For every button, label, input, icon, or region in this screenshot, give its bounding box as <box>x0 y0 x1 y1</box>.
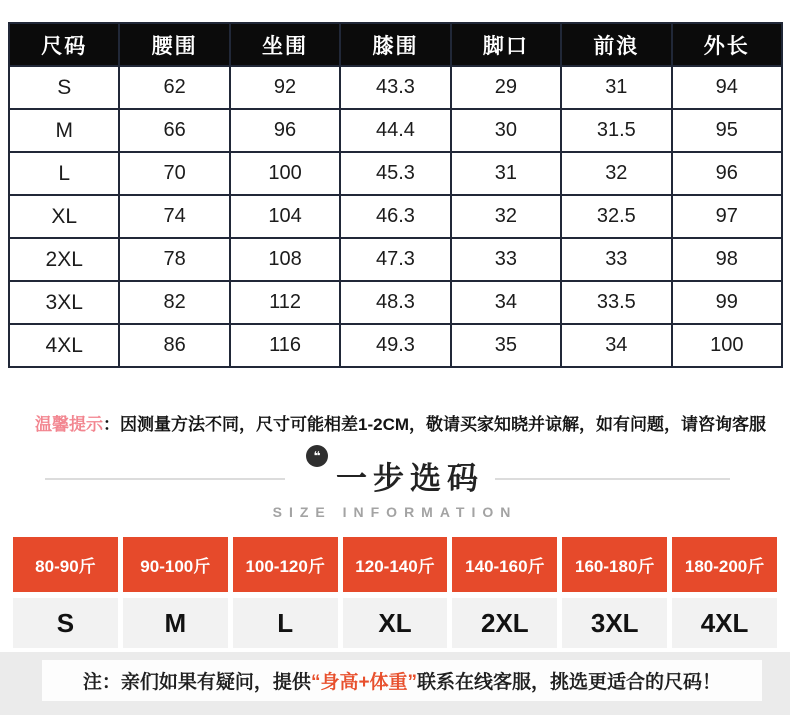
row-size-label: 3XL <box>9 281 119 324</box>
weight-range-row <box>13 537 777 592</box>
weight-size-selector <box>13 537 777 648</box>
section-subtitle: SIZE INFORMATION <box>272 504 518 520</box>
cell-knee: 43.3 <box>340 66 450 109</box>
weight-range-cell: 160-180斤 <box>562 537 667 592</box>
weight-range-cell: 80-90斤 <box>13 537 118 592</box>
quote-icon: ❝ <box>306 445 328 467</box>
cell-hip: 96 <box>230 109 340 152</box>
recommended-size-cell: 4XL <box>672 598 777 648</box>
row-size-label: XL <box>9 195 119 238</box>
recommended-size-cell: L <box>233 598 338 648</box>
table-row <box>9 66 782 109</box>
heading-divider-right <box>495 478 730 480</box>
cell-waist: 82 <box>119 281 229 324</box>
cell-leg-opening: 29 <box>451 66 561 109</box>
disclaimer-text: ：因测量方法不同，尺寸可能相差1-2CM，敬请买家知晓并谅解，如有问题，请咨询客服 <box>103 415 767 434</box>
cell-front-rise: 31.5 <box>561 109 671 152</box>
cell-outer-length: 96 <box>672 152 782 195</box>
cell-leg-opening: 34 <box>451 281 561 324</box>
cell-outer-length: 100 <box>672 324 782 367</box>
weight-range-cell: 180-200斤 <box>672 537 777 592</box>
cell-waist: 66 <box>119 109 229 152</box>
row-size-label: 4XL <box>9 324 119 367</box>
cell-hip: 104 <box>230 195 340 238</box>
column-header-front-rise: 前浪 <box>561 23 671 66</box>
disclaimer-label: 温馨提示 <box>35 415 103 434</box>
recommended-size-cell: 2XL <box>452 598 557 648</box>
column-header-knee: 膝围 <box>340 23 450 66</box>
row-size-label: S <box>9 66 119 109</box>
weight-range-cell: 90-100斤 <box>123 537 228 592</box>
cell-leg-opening: 30 <box>451 109 561 152</box>
note-suffix: 联系在线客服，挑选更适合的尺码！ <box>417 672 722 693</box>
section-title: 一步选码 <box>336 461 484 496</box>
table-row <box>9 281 782 324</box>
cell-waist: 86 <box>119 324 229 367</box>
cell-leg-opening: 35 <box>451 324 561 367</box>
weight-range-cell: 100-120斤 <box>233 537 338 592</box>
cell-front-rise: 33.5 <box>561 281 671 324</box>
heading-divider-left <box>45 478 285 480</box>
cell-knee: 44.4 <box>340 109 450 152</box>
cell-front-rise: 31 <box>561 66 671 109</box>
note-highlight: “身高+体重” <box>310 672 418 693</box>
cell-hip: 100 <box>230 152 340 195</box>
cell-hip: 116 <box>230 324 340 367</box>
table-row <box>9 324 782 367</box>
weight-range-cell: 120-140斤 <box>343 537 448 592</box>
cell-front-rise: 32.5 <box>561 195 671 238</box>
measurement-disclaimer <box>35 410 775 435</box>
cell-outer-length: 97 <box>672 195 782 238</box>
cell-waist: 74 <box>119 195 229 238</box>
cell-front-rise: 32 <box>561 152 671 195</box>
note-prefix: 注：亲们如果有疑问，提供 <box>82 672 311 693</box>
table-row <box>9 152 782 195</box>
recommended-size-row <box>13 598 777 648</box>
row-size-label: M <box>9 109 119 152</box>
column-header-leg-opening: 脚口 <box>451 23 561 66</box>
table-row <box>9 109 782 152</box>
column-header-outer-length: 外长 <box>672 23 782 66</box>
size-table-header-row <box>9 23 782 66</box>
table-row <box>9 195 782 238</box>
cell-knee: 45.3 <box>340 152 450 195</box>
cell-front-rise: 34 <box>561 324 671 367</box>
cell-knee: 48.3 <box>340 281 450 324</box>
cell-knee: 47.3 <box>340 238 450 281</box>
bottom-note-band <box>0 652 790 715</box>
recommended-size-cell: S <box>13 598 118 648</box>
cell-outer-length: 98 <box>672 238 782 281</box>
weight-range-cell: 140-160斤 <box>452 537 557 592</box>
table-row <box>9 238 782 281</box>
recommended-size-cell: XL <box>343 598 448 648</box>
column-header-waist: 腰围 <box>119 23 229 66</box>
recommended-size-cell: M <box>123 598 228 648</box>
cell-outer-length: 99 <box>672 281 782 324</box>
column-header-hip: 坐围 <box>230 23 340 66</box>
row-size-label: 2XL <box>9 238 119 281</box>
cell-leg-opening: 31 <box>451 152 561 195</box>
cell-waist: 70 <box>119 152 229 195</box>
row-size-label: L <box>9 152 119 195</box>
column-header-size: 尺码 <box>9 23 119 66</box>
size-measurements-table <box>8 22 783 368</box>
size-information-heading <box>0 443 790 533</box>
cell-leg-opening: 32 <box>451 195 561 238</box>
cell-waist: 62 <box>119 66 229 109</box>
cell-front-rise: 33 <box>561 238 671 281</box>
cell-outer-length: 94 <box>672 66 782 109</box>
customer-service-note <box>42 660 762 701</box>
cell-hip: 108 <box>230 238 340 281</box>
cell-knee: 49.3 <box>340 324 450 367</box>
cell-hip: 92 <box>230 66 340 109</box>
cell-hip: 112 <box>230 281 340 324</box>
cell-leg-opening: 33 <box>451 238 561 281</box>
cell-waist: 78 <box>119 238 229 281</box>
cell-knee: 46.3 <box>340 195 450 238</box>
recommended-size-cell: 3XL <box>562 598 667 648</box>
cell-outer-length: 95 <box>672 109 782 152</box>
